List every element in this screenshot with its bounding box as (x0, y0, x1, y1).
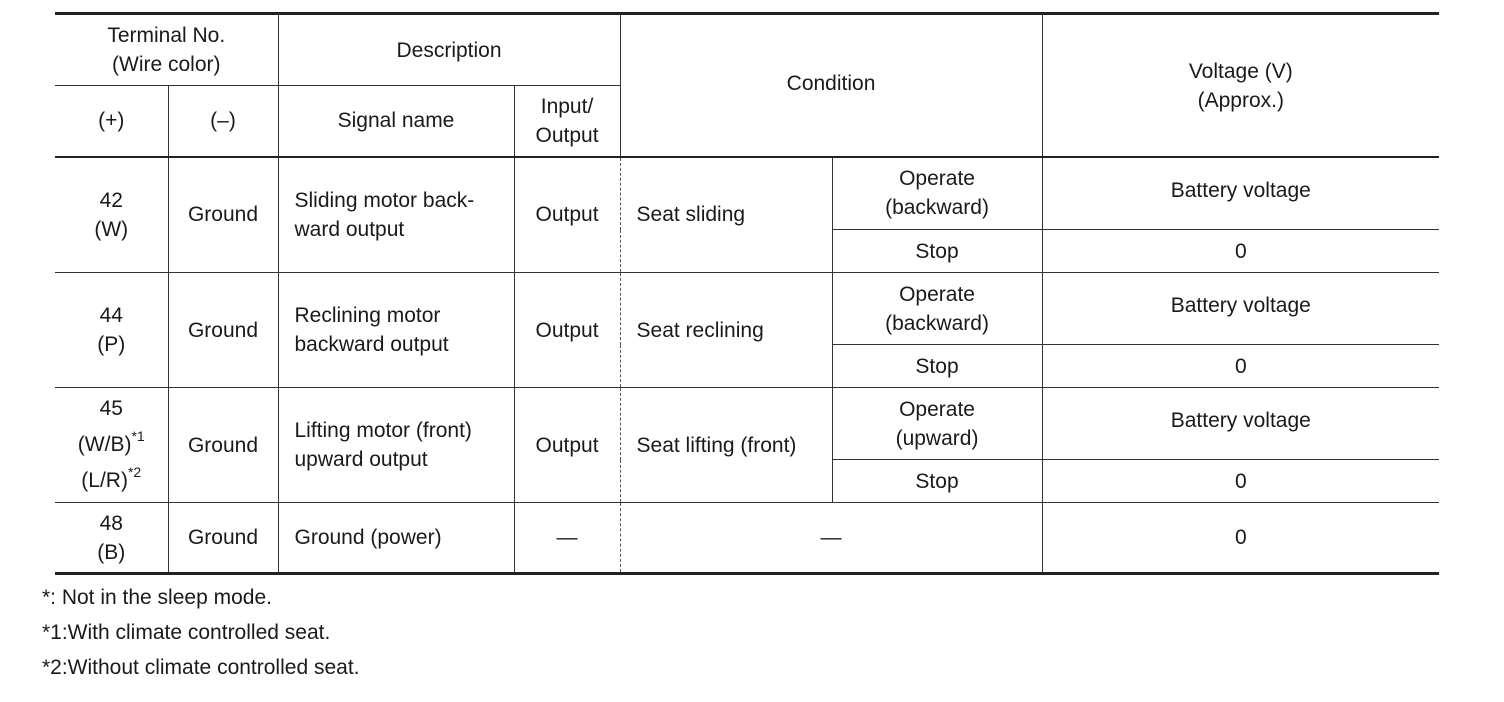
signal-name-line: Ground (power) (294, 526, 442, 549)
state-text: (upward) (895, 426, 979, 450)
header-output-text: Output (535, 123, 599, 147)
voltage-text: Battery voltage (1170, 409, 1311, 432)
signal-name-line: Sliding motor back- (294, 188, 475, 212)
wire-color: (B) (97, 540, 126, 564)
voltage-text: Battery voltage (1170, 178, 1311, 202)
wire-color: (W) (94, 217, 129, 241)
io-text: Output (535, 318, 599, 342)
table-row (55, 157, 1439, 230)
condition-cell (620, 273, 832, 388)
terminal-number: 45 (99, 397, 123, 420)
voltage-cell (1042, 273, 1439, 345)
wire-color (59, 463, 164, 499)
header-signal-name (278, 86, 514, 157)
io-text: Output (535, 433, 599, 457)
minus-cell (168, 157, 278, 273)
minus-text: Ground (187, 526, 259, 549)
table-row (55, 388, 1439, 460)
table-row (55, 503, 1439, 574)
voltage-text: 0 (1234, 469, 1247, 493)
state-cell (832, 230, 1042, 273)
header-plus-text: (+) (98, 109, 125, 133)
minus-cell (168, 388, 278, 503)
state-cell (832, 345, 1042, 388)
state-text: Stop (915, 354, 959, 378)
condition-text: Seat sliding (636, 203, 746, 227)
voltage-text: 0 (1234, 239, 1247, 263)
terminal-number: 44 (99, 304, 123, 327)
voltage-cell (1042, 157, 1439, 230)
terminal-cell (55, 157, 168, 273)
header-condition (620, 14, 1042, 157)
header-description-text: Description (396, 38, 502, 62)
header-wire-color-text: (Wire color) (112, 53, 221, 76)
minus-cell (168, 273, 278, 388)
signal-name-line: Reclining motor (294, 304, 441, 327)
terminal-spec-table-wrapper (55, 12, 1439, 575)
header-input-text: Input/ (540, 94, 594, 118)
state-text: (backward) (885, 196, 989, 220)
voltage-text: 0 (1234, 526, 1247, 549)
voltage-cell (1042, 388, 1439, 460)
state-text: Operate (899, 282, 975, 306)
io-cell (514, 273, 620, 388)
state-text: Operate (899, 167, 975, 191)
state-cell (832, 388, 1042, 460)
footnote: *1:With climate controlled seat. (42, 621, 331, 644)
terminal-cell (55, 273, 168, 388)
table-row (55, 273, 1439, 345)
io-cell (514, 157, 620, 273)
state-text: Stop (915, 469, 959, 493)
wire-color-text: (W/B) (77, 433, 132, 456)
footnotes (42, 580, 359, 685)
condition-cell (620, 503, 1042, 574)
signal-name-cell (278, 157, 514, 273)
terminal-number: 42 (99, 188, 123, 212)
terminal-cell (55, 388, 168, 503)
signal-name-line: upward output (294, 448, 428, 471)
voltage-cell (1042, 460, 1439, 503)
header-condition-text: Condition (786, 72, 876, 95)
io-text: Output (535, 203, 599, 227)
voltage-text: Battery voltage (1170, 294, 1311, 317)
header-signal-name-text: Signal name (337, 109, 455, 133)
header-voltage-text: Voltage (V) (1188, 60, 1293, 83)
footnote-marker: *2 (127, 464, 142, 480)
state-cell (832, 157, 1042, 230)
signal-name-cell (278, 273, 514, 388)
signal-name-line: backward output (294, 333, 449, 356)
condition-cell (620, 388, 832, 503)
header-description (278, 14, 620, 86)
voltage-cell (1042, 503, 1439, 574)
terminal-number: 48 (99, 511, 123, 535)
condition-text: Seat reclining (636, 318, 764, 342)
state-text: Stop (915, 239, 959, 263)
condition-text: — (820, 526, 842, 549)
header-row-1 (55, 14, 1439, 86)
header-voltage (1042, 14, 1439, 157)
wire-color-text: (L/R) (81, 469, 128, 492)
header-input-output (514, 86, 620, 157)
footnote: *2:Without climate controlled seat. (42, 656, 360, 679)
footnote-marker: *1 (131, 428, 145, 444)
signal-name-cell (278, 388, 514, 503)
header-minus (168, 86, 278, 157)
header-minus-text: (–) (210, 109, 236, 133)
state-text: Operate (899, 397, 975, 421)
signal-name-line: ward output (294, 217, 405, 241)
state-text: (backward) (885, 311, 989, 335)
condition-cell (620, 157, 832, 273)
io-cell (514, 503, 620, 574)
signal-name-line: Lifting motor (front) (294, 419, 472, 442)
voltage-cell (1042, 230, 1439, 273)
wire-color (59, 427, 164, 463)
condition-text: Seat lifting (front) (636, 433, 797, 457)
minus-cell (168, 503, 278, 574)
header-plus (55, 86, 168, 157)
io-cell (514, 388, 620, 503)
minus-text: Ground (187, 433, 259, 457)
io-text: — (556, 526, 578, 549)
header-terminal-no-text: Terminal No. (107, 24, 226, 47)
state-cell (832, 460, 1042, 503)
voltage-text: 0 (1234, 354, 1247, 378)
wire-color: (P) (97, 333, 126, 356)
minus-text: Ground (187, 203, 259, 227)
terminal-spec-table (55, 12, 1439, 575)
terminal-cell (55, 503, 168, 574)
voltage-cell (1042, 345, 1439, 388)
header-terminal-no (55, 14, 278, 86)
signal-name-cell (278, 503, 514, 574)
state-cell (832, 273, 1042, 345)
minus-text: Ground (187, 318, 259, 342)
footnote: *: Not in the sleep mode. (42, 586, 272, 609)
header-approx-text: (Approx.) (1197, 89, 1284, 112)
